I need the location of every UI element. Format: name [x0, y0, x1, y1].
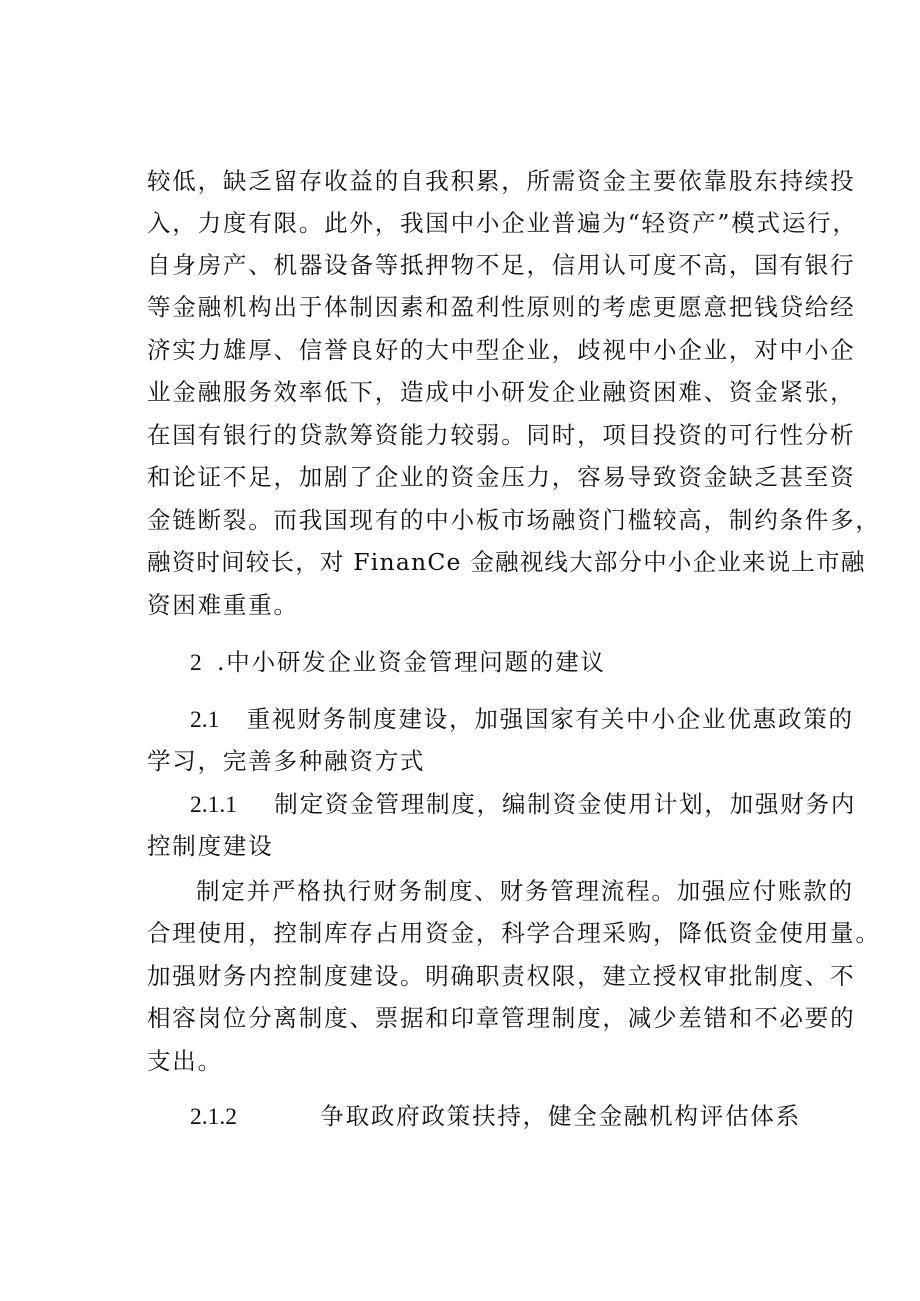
paragraph-line: 融资时间较长，对 FinanCe 金融视线大部分中小企业来说上市融	[147, 548, 866, 576]
section-title-continuation: 控制度建设	[147, 832, 274, 860]
section-number: 2	[190, 650, 202, 676]
paragraph-line: 加强财务内控制度建设。明确职责权限，建立授权审批制度、不	[147, 962, 856, 990]
paragraph-line: 支出。	[147, 1047, 223, 1075]
paragraph-line: 业金融服务效率低下，造成中小研发企业融资困难、资金紧张，	[147, 378, 856, 406]
paragraph-line: 制定并严格执行财务制度、财务管理流程。加强应付账款的	[196, 877, 854, 905]
section-heading-2-1-1	[190, 789, 856, 820]
section-heading-2	[190, 647, 606, 678]
paragraph-line: 等金融机构出于体制因素和盈利性原则的考虑更愿意把钱贷给经	[147, 293, 856, 321]
paragraph-line: 资困难重重。	[147, 591, 299, 619]
section-number: 2.1.1	[190, 792, 237, 818]
section-title: 制定资金管理制度，编制资金使用计划，加强财务内	[274, 790, 857, 818]
paragraph-line: 入，力度有限。此外，我国中小企业普遍为“轻资产”模式运行，	[147, 209, 858, 237]
section-title: 重视财务制度建设，加强国家有关中小企业优惠政策的	[246, 705, 854, 733]
paragraph-line: 在国有银行的贷款筹资能力较弱。同时，项目投资的可行性分析	[147, 421, 856, 449]
paragraph-line: 合理使用，控制库存占用资金，科学合理采购，降低资金使用量。	[147, 919, 881, 947]
paragraph-line: 自身房产、机器设备等抵押物不足，信用认可度不高，国有银行	[147, 251, 856, 279]
paragraph-line: 和论证不足，加剧了企业的资金压力，容易导致资金缺乏甚至资	[147, 463, 856, 491]
paragraph-line: 较低，缺乏留存收益的自我积累，所需资金主要依靠股东持续投	[147, 167, 856, 195]
paragraph-line: 金链断裂。而我国现有的中小板市场融资门槛较高，制约条件多，	[147, 506, 881, 534]
section-number: 2.1.2	[190, 1104, 237, 1130]
section-number: 2.1	[190, 707, 220, 733]
section-heading-2-1-2	[190, 1101, 801, 1132]
paragraph-line: 相容岗位分离制度、票据和印章管理制度，减少差错和不必要的	[147, 1004, 856, 1032]
section-heading-2-1	[190, 704, 854, 735]
section-title: .中小研发企业资金管理问题的建议	[217, 648, 606, 676]
section-title: 争取政府政策扶持，健全金融机构评估体系	[320, 1102, 801, 1130]
paragraph-line: 济实力雄厚、信誉良好的大中型企业，歧视中小企业，对中小企	[147, 336, 856, 364]
section-title-continuation: 学习，完善多种融资方式	[147, 747, 426, 775]
